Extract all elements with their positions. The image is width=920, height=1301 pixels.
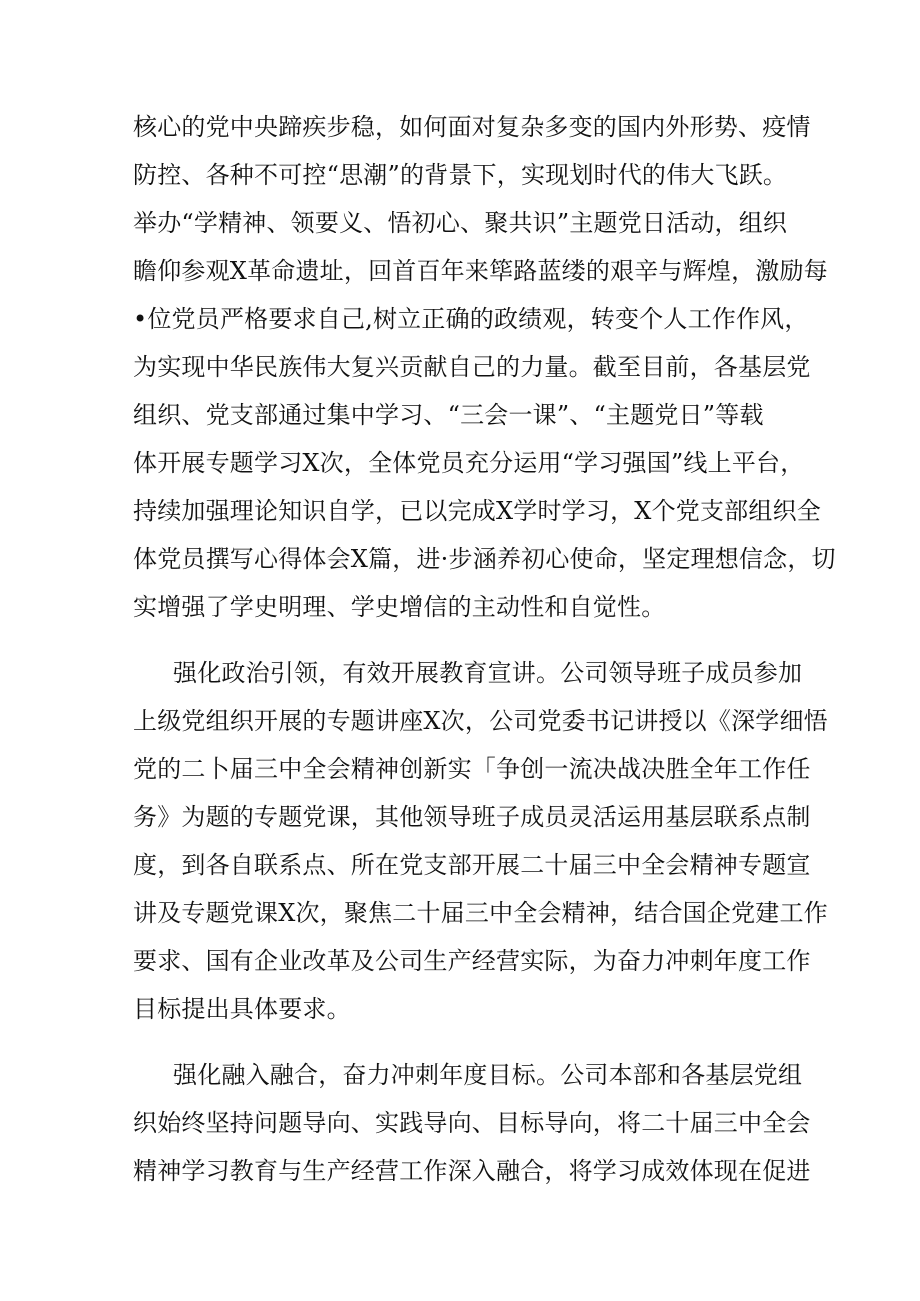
text-line: 织始终坚持问题导向、实践导向、目标导向，将二十届三中全会 [133,1109,811,1137]
paragraph-spacer [133,631,798,649]
text-line: 要求、国有企业改革及公司生产经营实际，为奋力冲刺年度工作 [133,947,811,975]
paragraph-1 [133,103,836,631]
text-line: 防控、各种不可控“思潮”的背景下，实现划时代的伟大飞跃。 [133,161,788,189]
text-line: •位党员严格要求自己,树立正确的政绩观，转变个人工作作风， [133,305,809,333]
text-line: 持续加强理论知识自学，已以完成X学时学习，X个党支部组织全 [133,497,821,525]
text-line: 组织、党支部通过集中学习、“三会一课”、“主题党日”等载 [133,401,764,429]
text-line: 体党员撰写心得体会X篇，进·步涵养初心使命，坚定理想信念，切 [133,545,836,573]
text-line: 实增强了学史明理、学史增信的主动性和自觉性。 [133,593,666,621]
text-line: 度，到各自联系点、所在党支部开展二十届三中全会精神专题宣 [133,851,811,879]
text-line: 精神学习教育与生产经营工作深入融合，将学习成效体现在促进 [133,1157,811,1185]
text-line: 核心的党中央蹄疾步稳，如何面对复杂多变的国内外形势、疫情 [133,113,811,141]
text-line: 为实现中华民族伟大复兴贡献自己的力量。截至目前，各基层党 [133,353,811,381]
text-line: 讲及专题党课X次，聚焦二十届三中全会精神，结合国企党建工作 [133,899,828,927]
document-body [133,103,836,1195]
text-line: 务》为题的专题党课，其他领导班子成员灵活运用基层联系点制 [133,803,811,831]
text-line: 党的二卜届三中全会精神创新实「争创一流决战决胜全年工作任 [133,755,811,783]
text-line: 强化融入融合，奋力冲刺年度目标。公司本部和各基层党组 [173,1061,803,1089]
paragraph-spacer [133,1033,798,1051]
text-line: 瞻仰参观X革命遗址，回首百年来筚路蓝缕的艰辛与辉煌，激励每 [133,257,828,285]
text-line: 强化政治引领，有效开展教育宣讲。公司领导班子成员参加 [173,659,803,687]
text-line: 体开展专题学习X次，全体党员充分运用“学习强国”线上平台， [133,449,805,477]
paragraph-2 [133,649,828,1033]
text-line: 目标提出具体要求。 [133,995,351,1023]
text-line: 举办“学精神、领要义、悟初心、聚共识”主题党日活动，组织 [133,209,788,237]
text-line: 上级党组织开展的专题讲座X次，公司党委书记讲授以《深学细悟 [133,707,828,735]
paragraph-3 [133,1051,811,1195]
